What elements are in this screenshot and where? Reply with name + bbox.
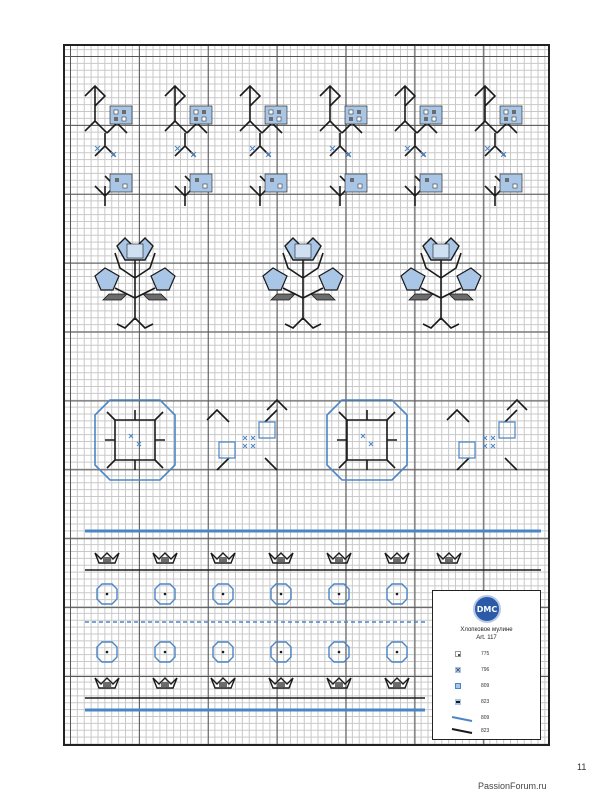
backstitch-black-icon — [451, 727, 473, 735]
legend-subtitle: Art. 117 — [476, 635, 497, 641]
color-legend — [432, 590, 541, 740]
legend-item-809 — [455, 681, 461, 691]
legend-backstitch-code: 823 — [481, 728, 490, 734]
square-symbol-icon — [455, 683, 461, 689]
page-number: 11 — [577, 762, 587, 772]
legend-code: 775 — [481, 651, 490, 657]
dot-symbol-icon — [455, 651, 461, 657]
dmc-logo: DMC — [473, 595, 501, 623]
legend-item-823 — [455, 697, 461, 707]
cross-row-top — [85, 531, 541, 570]
watermark: PassionForum.ru — [478, 781, 547, 791]
cross-symbol-icon: × — [455, 666, 461, 674]
legend-code: 823 — [481, 699, 490, 705]
legend-item-775 — [455, 649, 461, 659]
backstitch-blue-icon — [451, 715, 473, 723]
dash-symbol-icon — [455, 699, 461, 705]
legend-backstitch-code: 809 — [481, 715, 490, 721]
legend-code: 809 — [481, 683, 490, 689]
legend-item-796 — [455, 665, 461, 675]
legend-title: Хлопковое мулине — [460, 627, 513, 633]
legend-code: 796 — [481, 667, 490, 673]
